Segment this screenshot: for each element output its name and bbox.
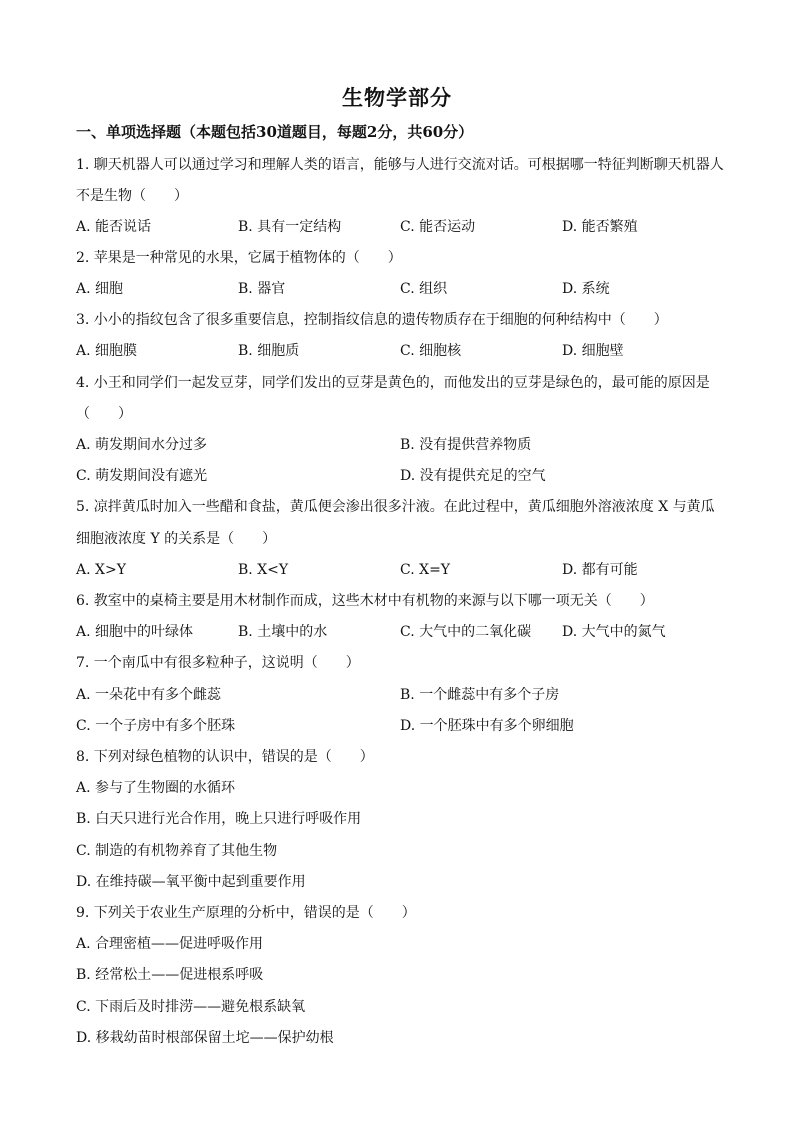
question-8-option-d: D. 在维持碳—氧平衡中起到重要作用 (76, 874, 306, 890)
question-9-line-1: 9. 下列关于农业生产原理的分析中，错误的是（ ） (76, 905, 416, 921)
question-4-option-a: A. 萌发期间水分过多 (76, 437, 208, 453)
question-3-option-d: D. 细胞壁 (562, 343, 624, 359)
question-7-option-d: D. 一个胚珠中有多个卵细胞 (400, 718, 574, 734)
question-2-line-1: 2. 苹果是一种常见的水果，它属于植物体的（ ） (76, 250, 402, 266)
question-7-option-a: A. 一朵花中有多个雌蕊 (76, 687, 222, 703)
question-9-option-c: C. 下雨后及时排涝——避免根系缺氧 (76, 999, 306, 1015)
question-6-option-a: A. 细胞中的叶绿体 (76, 624, 194, 640)
question-4-line-1: 4. 小王和同学们一起发豆芽，同学们发出的豆芽是黄色的，而他发出的豆芽是绿色的，最可能的原因是 (76, 375, 710, 391)
question-5-option-d: D. 都有可能 (562, 562, 638, 578)
question-4-option-d: D. 没有提供充足的空气 (400, 468, 546, 484)
question-4-option-c: C. 萌发期间没有遮光 (76, 468, 208, 484)
question-6-option-c: C. 大气中的二氧化碳 (400, 624, 532, 640)
question-4-option-b: B. 没有提供营养物质 (400, 437, 532, 453)
question-8-line-1: 8. 下列对绿色植物的认识中，错误的是（ ） (76, 749, 374, 765)
question-3-option-a: A. 细胞膜 (76, 343, 138, 359)
question-1-line-2: 不是生物（ ） (76, 188, 188, 204)
question-5-line-2: 细胞液浓度 Y 的关系是（ ） (76, 531, 277, 547)
question-4-line-2: （ ） (76, 406, 132, 422)
question-1-line-1: 1. 聊天机器人可以通过学习和理解人类的语言，能够与人进行交流对话。可根据哪一特征判断聊天机器人 (76, 157, 724, 173)
page-title: 生物学部分 (342, 85, 452, 110)
question-8-option-b: B. 白天只进行光合作用，晚上只进行呼吸作用 (76, 811, 362, 827)
question-3-line-1: 3. 小小的指纹包含了很多重要信息，控制指纹信息的遗传物质存在于细胞的何种结构中（ ） (76, 312, 668, 328)
question-6-line-1: 6. 教室中的桌椅主要是用木材制作而成，这些木材中有机物的来源与以下哪一项无关（ ） (76, 593, 654, 609)
question-7-option-b: B. 一个雌蕊中有多个子房 (400, 687, 560, 703)
question-5-option-c: C. X=Y (400, 562, 451, 578)
question-5-option-a: A. X>Y (76, 562, 126, 578)
question-1-option-d: D. 能否繁殖 (562, 219, 638, 235)
question-5-option-b: B. X<Y (238, 562, 289, 578)
question-1-option-b: B. 具有一定结构 (238, 219, 342, 235)
question-3-option-b: B. 细胞质 (238, 343, 300, 359)
question-8-option-a: A. 参与了生物圈的水循环 (76, 780, 236, 796)
question-6-option-b: B. 土壤中的水 (238, 624, 328, 640)
question-2-option-a: A. 细胞 (76, 281, 124, 297)
question-6-option-d: D. 大气中的氮气 (562, 624, 666, 640)
question-3-option-c: C. 细胞核 (400, 343, 462, 359)
question-9-option-d: D. 移栽幼苗时根部保留土坨——保护幼根 (76, 1030, 334, 1046)
question-7-option-c: C. 一个子房中有多个胚珠 (76, 718, 236, 734)
question-5-line-1: 5. 凉拌黄瓜时加入一些醋和食盐，黄瓜便会渗出很多汁液。在此过程中，黄瓜细胞外溶液浓度 X 与黄瓜 (76, 499, 715, 515)
question-1-option-a: A. 能否说话 (76, 219, 152, 235)
question-8-option-c: C. 制造的有机物养育了其他生物 (76, 843, 278, 859)
question-1-option-c: C. 能否运动 (400, 219, 476, 235)
question-9-option-a: A. 合理密植——促进呼吸作用 (76, 936, 264, 952)
question-2-option-c: C. 组织 (400, 281, 448, 297)
question-7-line-1: 7. 一个南瓜中有很多粒种子，这说明（ ） (76, 655, 360, 671)
question-2-option-b: B. 器官 (238, 281, 286, 297)
question-9-option-b: B. 经常松土——促进根系呼吸 (76, 967, 264, 983)
section-heading: 一、单项选择题（本题包括30道题目，每题2分，共60分） (76, 123, 474, 141)
question-2-option-d: D. 系统 (562, 281, 610, 297)
